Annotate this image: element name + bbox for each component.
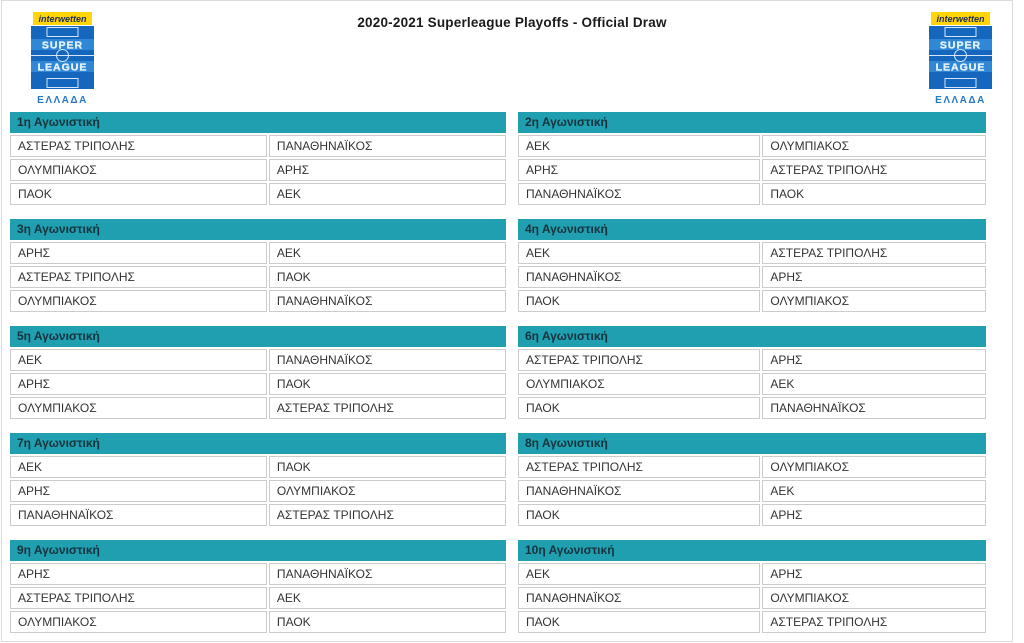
- matchday-grid: [10, 112, 986, 633]
- home-team: ΑΣΤΕΡΑΣ ΤΡΙΠΟΛΗΣ: [10, 135, 267, 157]
- matchday-rows: [10, 135, 506, 205]
- matchday-table: [518, 112, 986, 205]
- home-team: ΑΕΚ: [518, 242, 760, 264]
- away-team: ΑΡΗΣ: [269, 159, 506, 181]
- matchday-rows: [10, 563, 506, 633]
- home-team: ΑΕΚ: [10, 349, 267, 371]
- logo-league-text: LEAGUE: [935, 61, 986, 74]
- logo-sponsor-text: interwetten: [936, 14, 985, 24]
- match-row: [10, 504, 506, 526]
- home-team: ΠΑΟΚ: [518, 504, 760, 526]
- home-team: ΟΛΥΜΠΙΑΚΟΣ: [10, 397, 267, 419]
- match-row: [10, 397, 506, 419]
- matchday-table: [10, 540, 506, 633]
- home-team: ΟΛΥΜΠΙΑΚΟΣ: [10, 611, 267, 633]
- home-team: ΠΑΟΚ: [518, 397, 760, 419]
- away-team: ΠΑΝΑΘΗΝΑΪΚΟΣ: [269, 135, 506, 157]
- home-team: ΠΑΝΑΘΗΝΑΪΚΟΣ: [518, 266, 760, 288]
- away-team: ΑΣΤΕΡΑΣ ΤΡΙΠΟΛΗΣ: [762, 611, 986, 633]
- away-team: ΠΑΟΚ: [269, 266, 506, 288]
- away-team: ΑΕΚ: [269, 183, 506, 205]
- matchday-header: 1η Αγωνιστική: [10, 112, 506, 133]
- away-team: ΠΑΟΚ: [269, 373, 506, 395]
- away-team: ΠΑΝΑΘΗΝΑΪΚΟΣ: [269, 290, 506, 312]
- match-row: [518, 587, 986, 609]
- matchday-header: 4η Αγωνιστική: [518, 219, 986, 240]
- logo-ellada-text: ΕΛΛΑΔΑ: [37, 95, 88, 106]
- home-team: ΠΑΟΚ: [10, 183, 267, 205]
- logo-ellada-text: ΕΛΛΑΔΑ: [935, 95, 986, 106]
- matchday-rows: [10, 456, 506, 526]
- matchday-header: 2η Αγωνιστική: [518, 112, 986, 133]
- away-team: ΑΣΤΕΡΑΣ ΤΡΙΠΟΛΗΣ: [269, 504, 506, 526]
- away-team: ΑΕΚ: [762, 373, 986, 395]
- matchday-rows: [518, 349, 986, 419]
- away-team: ΑΕΚ: [269, 587, 506, 609]
- away-team: ΑΣΤΕΡΑΣ ΤΡΙΠΟΛΗΣ: [269, 397, 506, 419]
- home-team: ΑΡΗΣ: [10, 242, 267, 264]
- away-team: ΠΑΝΑΘΗΝΑΪΚΟΣ: [762, 397, 986, 419]
- match-row: [518, 135, 986, 157]
- away-team: ΑΣΤΕΡΑΣ ΤΡΙΠΟΛΗΣ: [762, 159, 986, 181]
- superleague-logo-right: [928, 11, 993, 106]
- home-team: ΟΛΥΜΠΙΑΚΟΣ: [10, 290, 267, 312]
- match-row: [10, 373, 506, 395]
- matchday-rows: [518, 135, 986, 205]
- away-team: ΠΑΟΚ: [269, 456, 506, 478]
- away-team: ΑΡΗΣ: [762, 563, 986, 585]
- match-row: [10, 611, 506, 633]
- away-team: ΑΕΚ: [269, 242, 506, 264]
- home-team: ΑΣΤΕΡΑΣ ΤΡΙΠΟΛΗΣ: [518, 349, 760, 371]
- home-team: ΑΣΤΕΡΑΣ ΤΡΙΠΟΛΗΣ: [10, 266, 267, 288]
- home-team: ΠΑΟΚ: [518, 290, 760, 312]
- match-row: [518, 183, 986, 205]
- match-row: [10, 242, 506, 264]
- away-team: ΟΛΥΜΠΙΑΚΟΣ: [762, 587, 986, 609]
- matchday-table: [518, 326, 986, 419]
- home-team: ΑΡΗΣ: [10, 480, 267, 502]
- home-team: ΑΡΗΣ: [518, 159, 760, 181]
- match-row: [518, 290, 986, 312]
- matchday-rows: [518, 563, 986, 633]
- away-team: ΑΡΗΣ: [762, 266, 986, 288]
- match-row: [518, 373, 986, 395]
- match-row: [518, 159, 986, 181]
- away-team: ΠΑΝΑΘΗΝΑΪΚΟΣ: [269, 349, 506, 371]
- home-team: ΠΑΟΚ: [518, 611, 760, 633]
- home-team: ΟΛΥΜΠΙΑΚΟΣ: [518, 373, 760, 395]
- away-team: ΟΛΥΜΠΙΑΚΟΣ: [269, 480, 506, 502]
- match-row: [518, 611, 986, 633]
- matchday-table: [10, 433, 506, 526]
- logo-super-text: SUPER: [41, 39, 84, 52]
- match-row: [10, 183, 506, 205]
- matchday-table: [518, 433, 986, 526]
- match-row: [518, 397, 986, 419]
- away-team: ΟΛΥΜΠΙΑΚΟΣ: [762, 290, 986, 312]
- away-team: ΠΑΝΑΘΗΝΑΪΚΟΣ: [269, 563, 506, 585]
- page-title: 2020-2021 Superleague Playoffs - Official Draw: [357, 15, 667, 30]
- home-team: ΟΛΥΜΠΙΑΚΟΣ: [10, 159, 267, 181]
- home-team: ΠΑΝΑΘΗΝΑΪΚΟΣ: [10, 504, 267, 526]
- matchday-table: [10, 326, 506, 419]
- home-team: ΑΡΗΣ: [10, 373, 267, 395]
- match-row: [10, 456, 506, 478]
- home-team: ΑΣΤΕΡΑΣ ΤΡΙΠΟΛΗΣ: [518, 456, 760, 478]
- home-team: ΠΑΝΑΘΗΝΑΪΚΟΣ: [518, 183, 760, 205]
- matchday-header: 8η Αγωνιστική: [518, 433, 986, 454]
- matchday-rows: [10, 242, 506, 312]
- matchday-table: [10, 219, 506, 312]
- matchday-header: 6η Αγωνιστική: [518, 326, 986, 347]
- away-team: ΑΡΗΣ: [762, 349, 986, 371]
- pitch-graphic: [31, 26, 94, 89]
- matchday-table: [518, 540, 986, 633]
- match-row: [10, 266, 506, 288]
- logo-league-text: LEAGUE: [37, 61, 88, 74]
- matchday-rows: [518, 456, 986, 526]
- home-team: ΠΑΝΑΘΗΝΑΪΚΟΣ: [518, 480, 760, 502]
- matchday-header: 10η Αγωνιστική: [518, 540, 986, 561]
- matchday-table: [10, 112, 506, 205]
- away-team: ΑΡΗΣ: [762, 504, 986, 526]
- matchday-header: 3η Αγωνιστική: [10, 219, 506, 240]
- pitch-graphic: [929, 26, 992, 89]
- home-team: ΑΕΚ: [518, 135, 760, 157]
- away-team: ΠΑΟΚ: [269, 611, 506, 633]
- match-row: [518, 456, 986, 478]
- match-row: [518, 266, 986, 288]
- matchday-header: 7η Αγωνιστική: [10, 433, 506, 454]
- match-row: [518, 563, 986, 585]
- match-row: [10, 587, 506, 609]
- home-team: ΑΡΗΣ: [10, 563, 267, 585]
- home-team: ΠΑΝΑΘΗΝΑΪΚΟΣ: [518, 587, 760, 609]
- away-team: ΑΣΤΕΡΑΣ ΤΡΙΠΟΛΗΣ: [762, 242, 986, 264]
- matchday-table: [518, 219, 986, 312]
- matchday-rows: [10, 349, 506, 419]
- match-row: [10, 135, 506, 157]
- match-row: [518, 504, 986, 526]
- match-row: [518, 480, 986, 502]
- superleague-logo: [928, 11, 993, 106]
- away-team: ΑΕΚ: [762, 480, 986, 502]
- match-row: [518, 242, 986, 264]
- away-team: ΟΛΥΜΠΙΑΚΟΣ: [762, 135, 986, 157]
- match-row: [10, 290, 506, 312]
- match-row: [10, 349, 506, 371]
- matchday-header: 5η Αγωνιστική: [10, 326, 506, 347]
- match-row: [518, 349, 986, 371]
- match-row: [10, 563, 506, 585]
- match-row: [10, 159, 506, 181]
- home-team: ΑΣΤΕΡΑΣ ΤΡΙΠΟΛΗΣ: [10, 587, 267, 609]
- home-team: ΑΕΚ: [10, 456, 267, 478]
- away-team: ΠΑΟΚ: [762, 183, 986, 205]
- home-team: ΑΕΚ: [518, 563, 760, 585]
- match-row: [10, 480, 506, 502]
- matchday-rows: [518, 242, 986, 312]
- matchday-header: 9η Αγωνιστική: [10, 540, 506, 561]
- logo-super-text: SUPER: [939, 39, 982, 52]
- superleague-logo-icon: [928, 11, 993, 106]
- away-team: ΟΛΥΜΠΙΑΚΟΣ: [762, 456, 986, 478]
- logo-sponsor-text: interwetten: [38, 14, 87, 24]
